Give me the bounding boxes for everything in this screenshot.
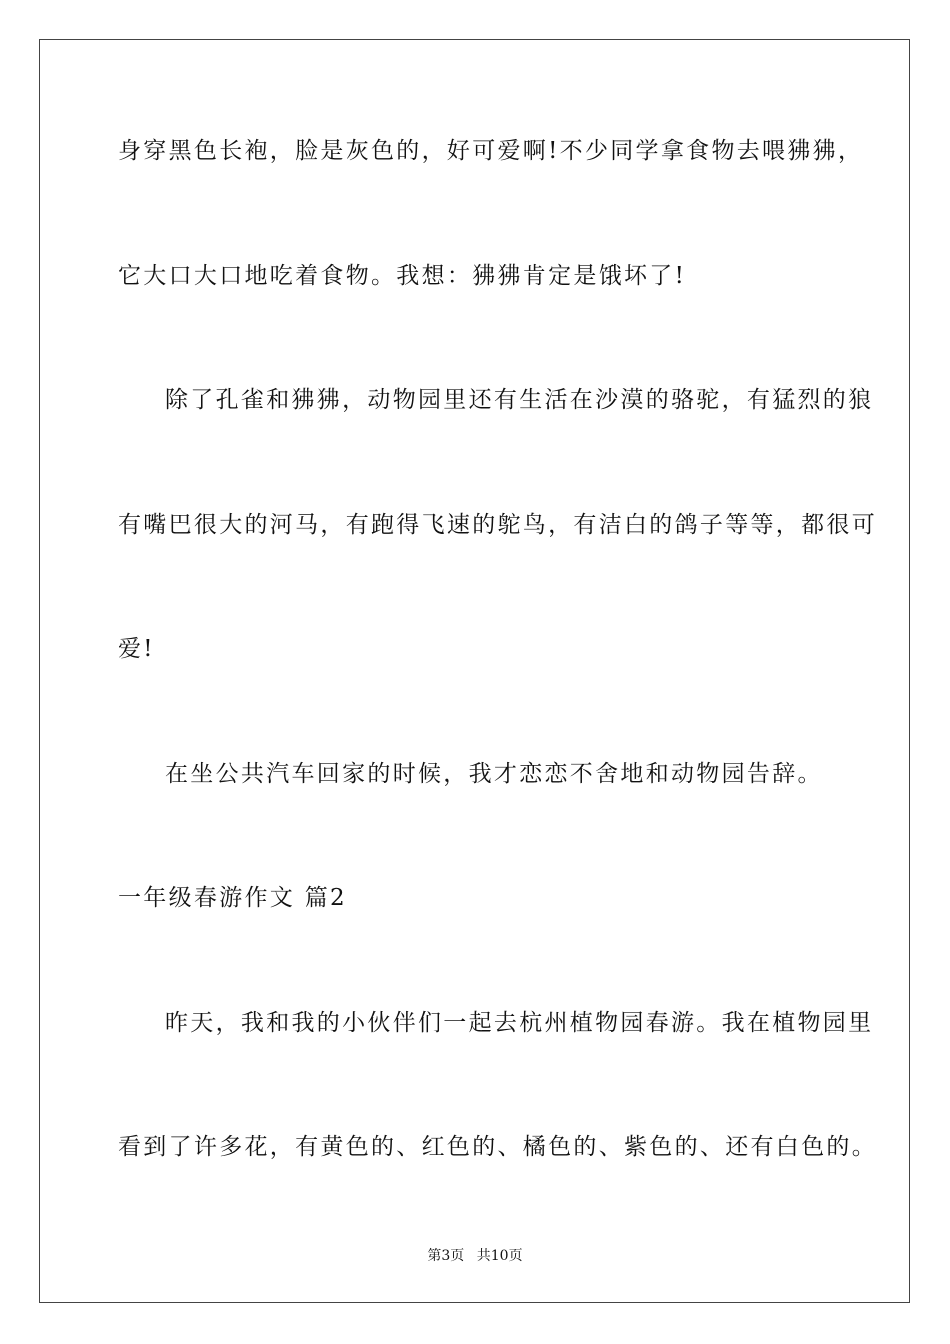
text-line-5: 爱! [118,636,155,662]
text-line-2: 它大口大口地吃着食物。我想：狒狒肯定是饿坏了! [118,263,687,289]
paragraph-start-animals: 除了孔雀和狒狒，动物园里还有生活在沙漠的骆驼，有猛烈的狼 [165,387,874,413]
paragraph-start-yesterday: 昨天，我和我的小伙伴们一起去杭州植物园春游。我在植物园里 [165,1010,874,1036]
text-line-1: 身穿黑色长袍，脸是灰色的，好可爱啊!不少同学拿食物去喂狒狒， [118,138,864,164]
section-heading: 一年级春游作文 篇2 [118,885,347,911]
page-total: 共10页 [476,1248,523,1264]
page-border [39,39,910,1303]
paragraph-start-going-home: 在坐公共汽车回家的时候，我才恋恋不舍地和动物园告辞。 [165,761,823,787]
page-footer [0,1246,950,1266]
text-line-4: 有嘴巴很大的河马，有跑得飞速的鸵鸟，有洁白的鸽子等等，都很可 [118,512,877,538]
page-number: 第3页 [427,1248,465,1264]
text-line-9: 看到了许多花，有黄色的、红色的、橘色的、紫色的、还有白色的。 [118,1134,877,1160]
